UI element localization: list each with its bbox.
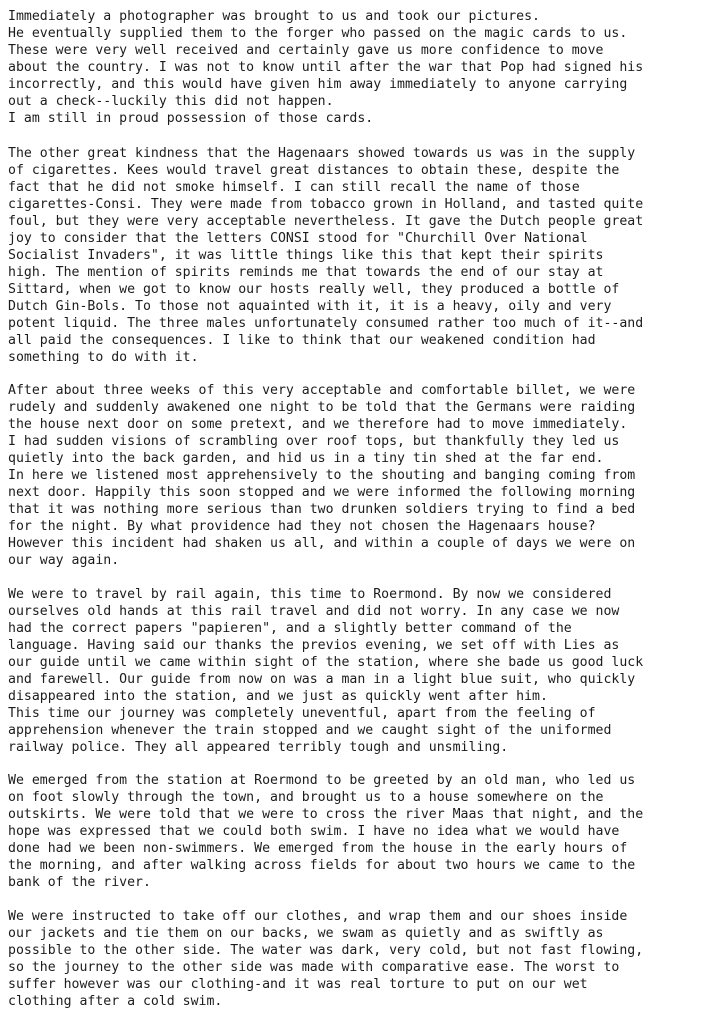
- text-line: quietly into the back garden, and hid us in a tiny tin shed at the far end.: [8, 451, 604, 466]
- text-line: done had we been non-swimmers. We emerged from the house in the early hours of: [8, 841, 628, 856]
- text-line: our jackets and tie them on our backs, we swam as quietly and as swiftly as: [8, 926, 604, 941]
- text-line: something to do with it.: [8, 350, 199, 365]
- text-line: our guide until we came within sight of the station, where she bade us good luck: [8, 655, 644, 670]
- text-line: so the journey to the other side was made with comparative ease. The worst to: [8, 960, 620, 975]
- text-line: hope was expressed that we could both swim. I have no idea what we would have: [8, 824, 620, 839]
- text-line: suffer however was our clothing-and it was real torture to put on our wet: [8, 977, 588, 992]
- text-line: had the correct papers "papieren", and a slightly better command of the: [8, 621, 572, 636]
- text-line: I had sudden visions of scrambling over roof tops, but thankfully they led us: [8, 434, 620, 449]
- text-line: apprehension whenever the train stopped and we caught sight of the uniformed: [8, 723, 612, 738]
- text-line: out a check--luckily this did not happen.: [8, 94, 334, 109]
- text-line: cigarettes-Consi. They were made from tobacco grown in Holland, and tasted quite: [8, 197, 644, 212]
- paragraph-river-maas: [8, 772, 643, 891]
- text-line: about the country. I was not to know until after the war that Pop had signed his: [8, 60, 644, 75]
- text-line: for the night. By what providence had they not chosen the Hagenaars house?: [8, 519, 596, 534]
- text-line: Immediately a photographer was brought to us and took our pictures.: [8, 9, 540, 24]
- paragraph-rail-roermond: [8, 586, 643, 756]
- paragraph-cigarettes: [8, 145, 643, 366]
- text-line: that it was nothing more serious than two drunken soldiers trying to find a bed: [8, 502, 636, 517]
- text-line: outskirts. We were told that we were to cross the river Maas that night, and the: [8, 807, 644, 822]
- text-line: In here we listened most apprehensively to the shouting and banging coming from: [8, 468, 636, 483]
- text-line: the morning, and after walking across fields for about two hours we came to the: [8, 858, 636, 873]
- text-line: high. The mention of spirits reminds me that towards the end of our stay at: [8, 265, 604, 280]
- text-line: We were to travel by rail again, this time to Roermond. By now we considered: [8, 587, 612, 602]
- text-line: railway police. They all appeared terribly tough and unsmiling.: [8, 740, 509, 755]
- text-line: joy to consider that the letters CONSI stood for "Churchill Over National: [8, 231, 588, 246]
- text-line: possible to the other side. The water was dark, very cold, but not fast flowing,: [8, 943, 644, 958]
- text-line: our way again.: [8, 553, 120, 568]
- text-line: foul, but they were very acceptable nevertheless. It gave the Dutch people great: [8, 214, 644, 229]
- text-line: next door. Happily this soon stopped and we were informed the following morning: [8, 485, 636, 500]
- paragraph-raid: [8, 382, 635, 569]
- text-line: Socialist Invaders", it was little things like this that kept their spirits: [8, 248, 604, 263]
- text-line: I am still in proud possession of those cards.: [8, 111, 374, 126]
- text-line: and farewell. Our guide from now on was a man in a light blue suit, who quickly: [8, 672, 636, 687]
- text-line: of cigarettes. Kees would travel great distances to obtain these, despite the: [8, 163, 620, 178]
- text-line: the house next door on some pretext, and we therefore had to move immediately.: [8, 417, 628, 432]
- text-line: We were instructed to take off our clothes, and wrap them and our shoes inside: [8, 909, 628, 924]
- text-line: After about three weeks of this very acceptable and comfortable billet, we were: [8, 383, 636, 398]
- text-line: These were very well received and certainly gave us more confidence to move: [8, 43, 604, 58]
- text-line: incorrectly, and this would have given him away immediately to anyone carrying: [8, 77, 628, 92]
- text-line: We emerged from the station at Roermond to be greeted by an old man, who led us: [8, 773, 636, 788]
- text-line: on foot slowly through the town, and brought us to a house somewhere on the: [8, 790, 604, 805]
- text-line: The other great kindness that the Hagenaars showed towards us was in the supply: [8, 146, 636, 161]
- text-line: rudely and suddenly awakened one night to be told that the Germans were raiding: [8, 400, 636, 415]
- text-line: However this incident had shaken us all, and within a couple of days we were on: [8, 536, 636, 551]
- text-line: bank of the river.: [8, 875, 151, 890]
- paragraph-photographer-cards: [8, 8, 643, 127]
- text-line: He eventually supplied them to the forger who passed on the magic cards to us.: [8, 26, 628, 41]
- text-line: fact that he did not smoke himself. I can still recall the name of those: [8, 180, 580, 195]
- text-line: ourselves old hands at this rail travel and did not worry. In any case we now: [8, 604, 620, 619]
- text-line: clothing after a cold swim.: [8, 994, 223, 1009]
- text-line: Sittard, when we got to know our hosts really well, they produced a bottle of: [8, 282, 620, 297]
- text-line: disappeared into the station, and we just as quickly went after him.: [8, 689, 548, 704]
- text-line: This time our journey was completely uneventful, apart from the feeling of: [8, 706, 596, 721]
- paragraph-swim: [8, 908, 643, 1010]
- text-line: all paid the consequences. I like to think that our weakened condition had: [8, 333, 596, 348]
- text-line: potent liquid. The three males unfortunately consumed rather too much of it--and: [8, 316, 644, 331]
- text-line: language. Having said our thanks the previos evening, we set off with Lies as: [8, 638, 620, 653]
- text-line: Dutch Gin-Bols. To those not aquainted with it, it is a heavy, oily and very: [8, 299, 612, 314]
